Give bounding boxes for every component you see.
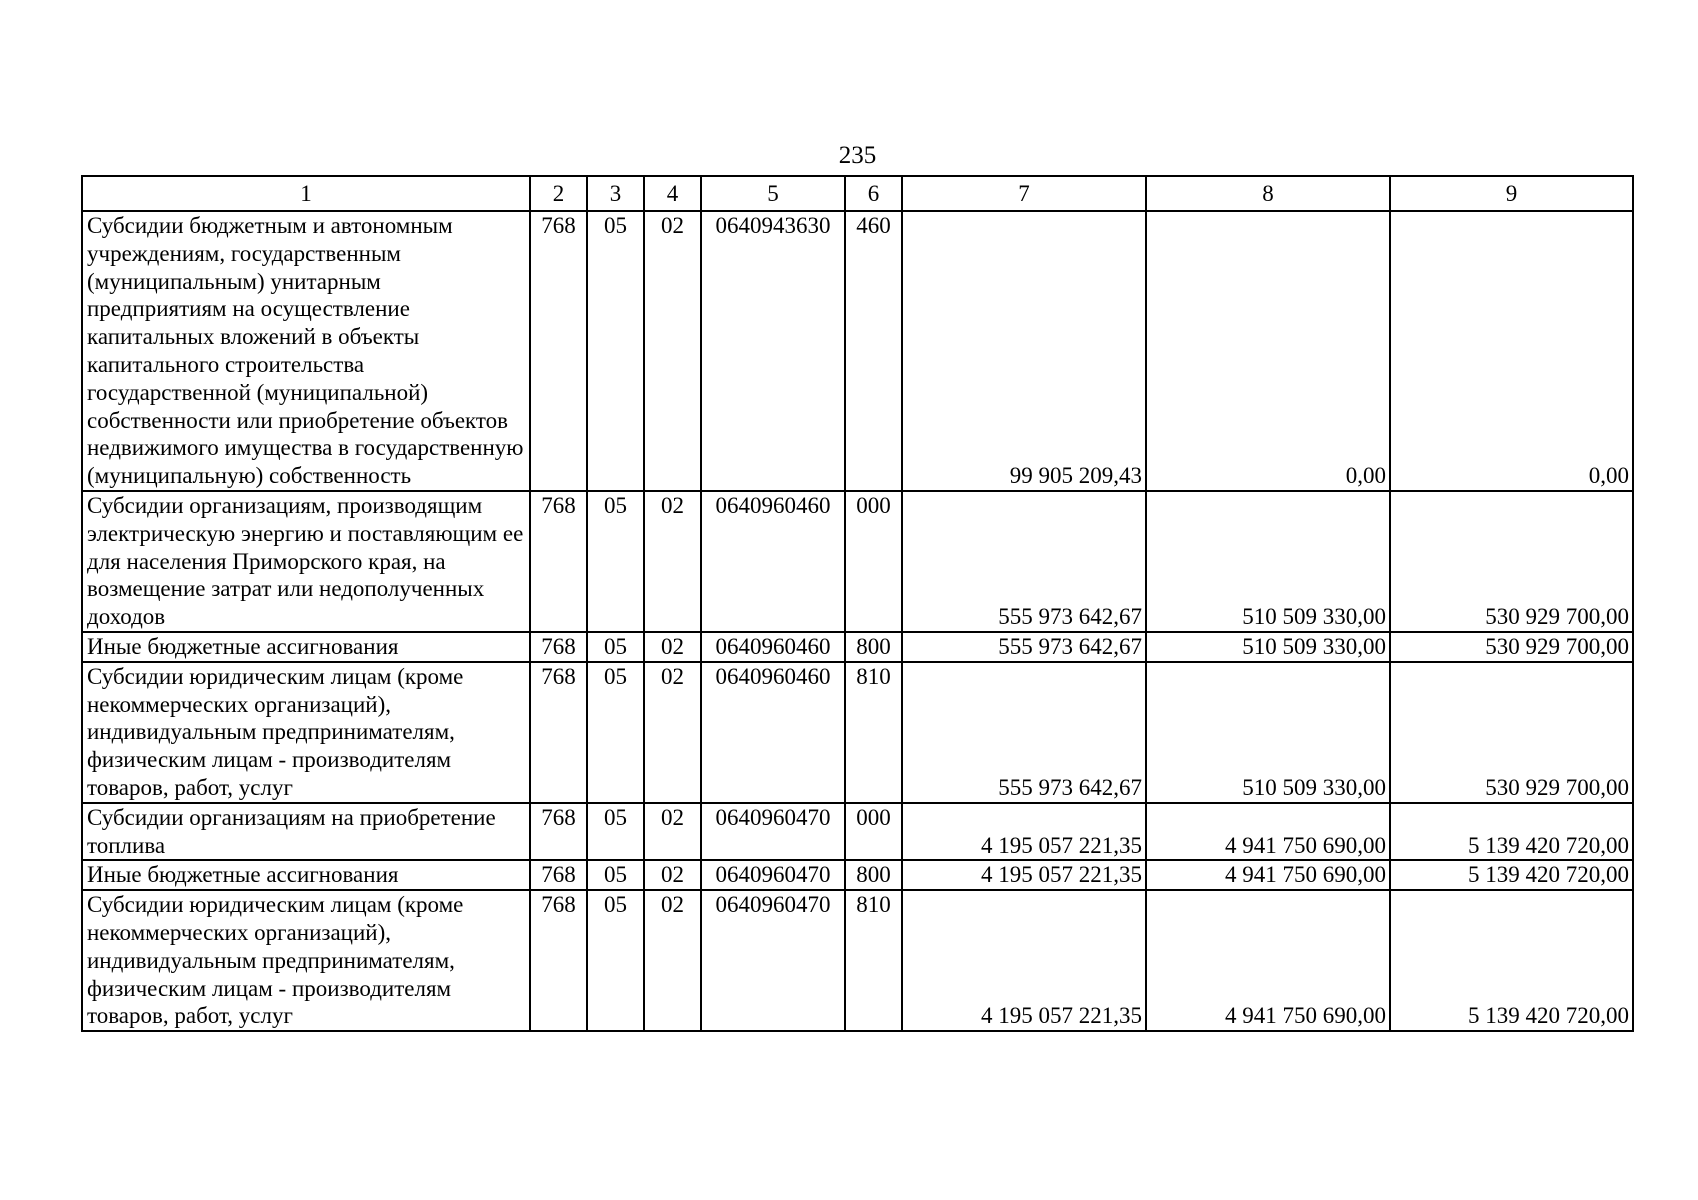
section-code: 05 <box>587 890 644 1031</box>
amount-column-7: 555 973 642,67 <box>902 491 1146 632</box>
ministry-code: 768 <box>530 662 587 803</box>
ministry-code: 768 <box>530 211 587 491</box>
subsection-code: 02 <box>644 860 701 890</box>
amount-column-8: 0,00 <box>1146 211 1390 491</box>
target-article-code: 0640960460 <box>701 491 845 632</box>
ministry-code: 768 <box>530 890 587 1031</box>
column-header: 1 <box>82 176 530 211</box>
page-number: 235 <box>838 142 877 169</box>
column-header: 6 <box>845 176 902 211</box>
amount-column-7: 555 973 642,67 <box>902 632 1146 662</box>
subsection-code: 02 <box>644 890 701 1031</box>
expense-name: Иные бюджетные ассигнования <box>82 632 530 662</box>
amount-column-9: 530 929 700,00 <box>1390 662 1633 803</box>
target-article-code: 0640943630 <box>701 211 845 491</box>
budget-table <box>81 175 1634 1032</box>
amount-column-9: 530 929 700,00 <box>1390 632 1633 662</box>
section-code: 05 <box>587 632 644 662</box>
amount-column-7: 555 973 642,67 <box>902 662 1146 803</box>
column-header: 9 <box>1390 176 1633 211</box>
amount-column-9: 0,00 <box>1390 211 1633 491</box>
amount-column-8: 4 941 750 690,00 <box>1146 890 1390 1031</box>
section-code: 05 <box>587 491 644 632</box>
amount-column-8: 4 941 750 690,00 <box>1146 860 1390 890</box>
amount-column-8: 4 941 750 690,00 <box>1146 803 1390 861</box>
section-code: 05 <box>587 662 644 803</box>
table-row <box>82 860 1633 890</box>
amount-column-9: 530 929 700,00 <box>1390 491 1633 632</box>
expense-name: Субсидии бюджетным и автономным учреждениям, государственным (муниципальным) унитарным предприятиям на осуществление капитальных вложений в объекты капитального строительства государственной (муниципальной) собственности или приобретение объектов недвижимого имущества в государственную (муниципальную) собственность <box>82 211 530 491</box>
subsection-code: 02 <box>644 803 701 861</box>
amount-column-7: 4 195 057 221,35 <box>902 890 1146 1031</box>
amount-column-7: 4 195 057 221,35 <box>902 860 1146 890</box>
table-row <box>82 662 1633 803</box>
expense-name: Субсидии организациям, производящим электрическую энергию и поставляющим ее для населения Приморского края, на возмещение затрат или недополученных доходов <box>82 491 530 632</box>
column-header: 3 <box>587 176 644 211</box>
target-article-code: 0640960470 <box>701 860 845 890</box>
expense-type-code: 800 <box>845 632 902 662</box>
expense-type-code: 000 <box>845 491 902 632</box>
ministry-code: 768 <box>530 803 587 861</box>
ministry-code: 768 <box>530 632 587 662</box>
section-code: 05 <box>587 860 644 890</box>
expense-type-code: 800 <box>845 860 902 890</box>
expense-name: Субсидии юридическим лицам (кроме некоммерческих организаций), индивидуальным предпринимателям, физическим лицам - производителям товаров, работ, услуг <box>82 890 530 1031</box>
header-row <box>82 176 1633 211</box>
column-header: 8 <box>1146 176 1390 211</box>
amount-column-8: 510 509 330,00 <box>1146 632 1390 662</box>
target-article-code: 0640960470 <box>701 890 845 1031</box>
column-header: 5 <box>701 176 845 211</box>
column-header: 7 <box>902 176 1146 211</box>
expense-name: Иные бюджетные ассигнования <box>82 860 530 890</box>
column-header: 4 <box>644 176 701 211</box>
expense-type-code: 810 <box>845 662 902 803</box>
table-row <box>82 803 1633 861</box>
section-code: 05 <box>587 211 644 491</box>
expense-name: Субсидии организациям на приобретение топлива <box>82 803 530 861</box>
table-row <box>82 211 1633 491</box>
target-article-code: 0640960470 <box>701 803 845 861</box>
subsection-code: 02 <box>644 211 701 491</box>
table-row <box>82 491 1633 632</box>
subsection-code: 02 <box>644 662 701 803</box>
table-row <box>82 632 1633 662</box>
amount-column-8: 510 509 330,00 <box>1146 662 1390 803</box>
amount-column-9: 5 139 420 720,00 <box>1390 860 1633 890</box>
section-code: 05 <box>587 803 644 861</box>
target-article-code: 0640960460 <box>701 632 845 662</box>
column-header: 2 <box>530 176 587 211</box>
subsection-code: 02 <box>644 491 701 632</box>
ministry-code: 768 <box>530 860 587 890</box>
expense-name: Субсидии юридическим лицам (кроме некоммерческих организаций), индивидуальным предпринимателям, физическим лицам - производителям товаров, работ, услуг <box>82 662 530 803</box>
amount-column-8: 510 509 330,00 <box>1146 491 1390 632</box>
table-row <box>82 890 1633 1031</box>
expense-type-code: 000 <box>845 803 902 861</box>
amount-column-9: 5 139 420 720,00 <box>1390 890 1633 1031</box>
amount-column-9: 5 139 420 720,00 <box>1390 803 1633 861</box>
amount-column-7: 99 905 209,43 <box>902 211 1146 491</box>
expense-type-code: 810 <box>845 890 902 1031</box>
subsection-code: 02 <box>644 632 701 662</box>
expense-type-code: 460 <box>845 211 902 491</box>
ministry-code: 768 <box>530 491 587 632</box>
target-article-code: 0640960460 <box>701 662 845 803</box>
amount-column-7: 4 195 057 221,35 <box>902 803 1146 861</box>
